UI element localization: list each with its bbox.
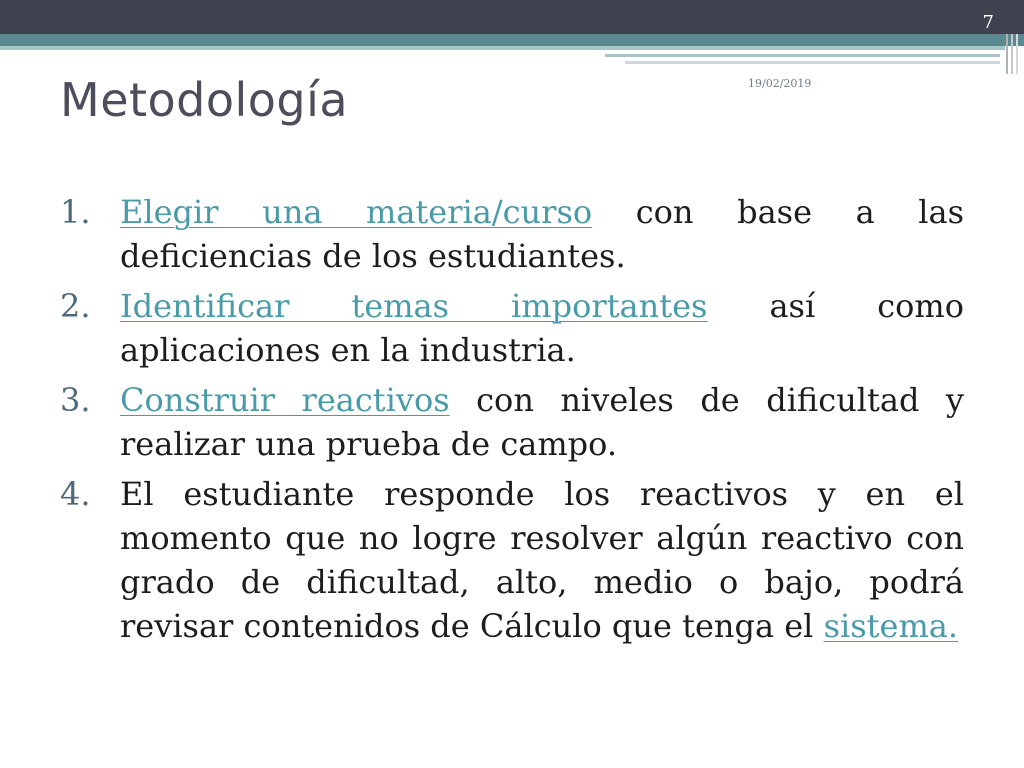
header-accent-line: [0, 46, 1005, 50]
vertical-line: [1011, 34, 1013, 74]
link-identificar-temas[interactable]: Identificar temas importantes: [120, 287, 708, 325]
list-number: 4.: [60, 475, 91, 513]
list-item: [60, 284, 964, 372]
list-item-text: con base a las deficiencias de los estudiantes.: [120, 193, 965, 275]
list-number: 3.: [60, 381, 91, 419]
list-item-text: con niveles de dificultad y realizar una prueba de campo.: [120, 381, 965, 463]
list-item-text: El estudiante responde los reactivos y en el momento que no logre resolver algún reactivo con grado de dificultad, alto, medio o bajo, podrá revisar contenidos de Cálculo que tenga el: [120, 475, 964, 645]
decorative-vertical-lines: [1005, 34, 1024, 74]
slide-title: Metodología: [60, 73, 349, 127]
list-item: [60, 472, 964, 648]
link-sistema[interactable]: sistema.: [823, 607, 959, 645]
link-construir-reactivos[interactable]: Construir reactivos: [120, 381, 450, 419]
list-item: [60, 190, 964, 278]
list-number: 1.: [60, 193, 91, 231]
slide-date: 19/02/2019: [748, 77, 812, 90]
list-item-text: así como aplicaciones en la industria.: [120, 287, 964, 369]
vertical-line: [1016, 34, 1018, 74]
link-elegir-materia[interactable]: Elegir una materia/curso: [120, 193, 593, 231]
slide-header-bar: [0, 0, 1024, 34]
vertical-line: [1006, 34, 1008, 74]
decorative-stripes: [605, 54, 1005, 68]
slide-number: 7: [982, 12, 994, 33]
stripe: [625, 61, 1000, 64]
numbered-list: [60, 190, 964, 654]
stripe: [605, 54, 1000, 57]
header-accent-band: [0, 34, 1024, 46]
list-number: 2.: [60, 287, 91, 325]
list-item: [60, 378, 964, 466]
